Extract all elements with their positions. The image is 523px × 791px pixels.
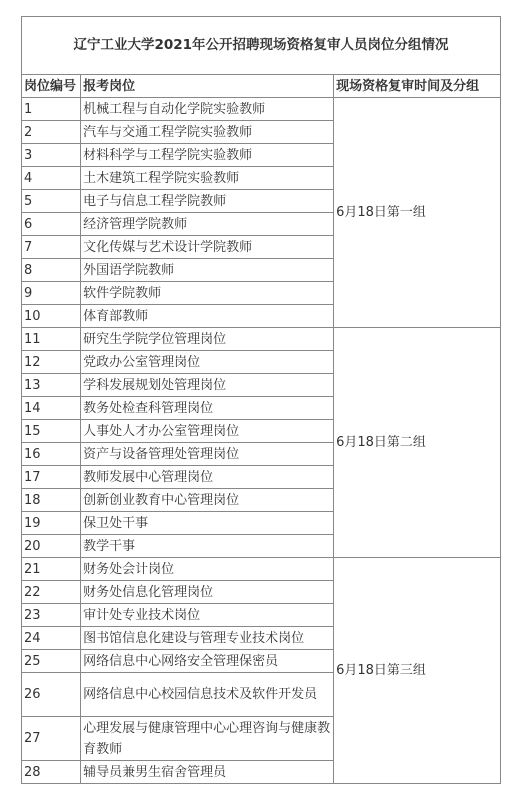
header-applied-post: 报考岗位 [81,75,334,98]
post-number-cell: 25 [22,650,81,673]
applied-post-cell: 网络信息中心校园信息技术及软件开发员 [81,673,334,717]
applied-post-cell: 材料科学与工程学院实验教师 [81,144,334,167]
post-number-cell: 14 [22,397,81,420]
post-number-cell: 21 [22,558,81,581]
table-header-row [22,75,501,98]
applied-post-cell: 财务处会计岗位 [81,558,334,581]
applied-post-cell: 保卫处干事 [81,512,334,535]
post-number-cell: 23 [22,604,81,627]
applied-post-cell: 财务处信息化管理岗位 [81,581,334,604]
post-number-cell: 1 [22,98,81,121]
header-post-number: 岗位编号 [22,75,81,98]
post-number-cell: 20 [22,535,81,558]
applied-post-cell: 人事处人才办公室管理岗位 [81,420,334,443]
post-number-cell: 11 [22,328,81,351]
post-number-cell: 24 [22,627,81,650]
recruitment-group-table [21,16,501,784]
table-title: 辽宁工业大学2021年公开招聘现场资格复审人员岗位分组情况 [22,17,501,75]
post-number-cell: 3 [22,144,81,167]
applied-post-cell: 党政办公室管理岗位 [81,351,334,374]
post-number-cell: 12 [22,351,81,374]
applied-post-cell: 软件学院教师 [81,282,334,305]
post-number-cell: 13 [22,374,81,397]
applied-post-cell: 研究生学院学位管理岗位 [81,328,334,351]
applied-post-cell: 心理发展与健康管理中心心理咨询与健康教育教师 [81,717,334,761]
post-number-cell: 27 [22,717,81,761]
post-number-cell: 6 [22,213,81,236]
applied-post-cell: 学科发展规划处管理岗位 [81,374,334,397]
applied-post-cell: 电子与信息工程学院教师 [81,190,334,213]
post-number-cell: 28 [22,761,81,784]
applied-post-cell: 机械工程与自动化学院实验教师 [81,98,334,121]
post-number-cell: 16 [22,443,81,466]
applied-post-cell: 辅导员兼男生宿舍管理员 [81,761,334,784]
applied-post-cell: 土木建筑工程学院实验教师 [81,167,334,190]
post-number-cell: 5 [22,190,81,213]
applied-post-cell: 文化传媒与艺术设计学院教师 [81,236,334,259]
applied-post-cell: 汽车与交通工程学院实验教师 [81,121,334,144]
post-number-cell: 19 [22,512,81,535]
post-number-cell: 8 [22,259,81,282]
applied-post-cell: 图书馆信息化建设与管理专业技术岗位 [81,627,334,650]
applied-post-cell: 网络信息中心网络安全管理保密员 [81,650,334,673]
applied-post-cell: 经济管理学院教师 [81,213,334,236]
applied-post-cell: 教学干事 [81,535,334,558]
review-group-cell: 6月18日第三组 [334,558,501,784]
post-number-cell: 22 [22,581,81,604]
post-number-cell: 17 [22,466,81,489]
review-group-cell: 6月18日第一组 [334,98,501,328]
document-sheet [21,16,501,784]
table-title-row [22,17,501,75]
table-row [22,98,501,121]
post-number-cell: 4 [22,167,81,190]
post-number-cell: 7 [22,236,81,259]
post-number-cell: 9 [22,282,81,305]
applied-post-cell: 教务处检查科管理岗位 [81,397,334,420]
review-group-cell: 6月18日第二组 [334,328,501,558]
applied-post-cell: 审计处专业技术岗位 [81,604,334,627]
post-number-cell: 26 [22,673,81,717]
post-number-cell: 18 [22,489,81,512]
applied-post-cell: 教师发展中心管理岗位 [81,466,334,489]
applied-post-cell: 体育部教师 [81,305,334,328]
table-row [22,558,501,581]
post-number-cell: 10 [22,305,81,328]
applied-post-cell: 资产与设备管理处管理岗位 [81,443,334,466]
post-number-cell: 15 [22,420,81,443]
table-row [22,328,501,351]
applied-post-cell: 创新创业教育中心管理岗位 [81,489,334,512]
post-number-cell: 2 [22,121,81,144]
header-review-time-group: 现场资格复审时间及分组 [334,75,501,98]
applied-post-cell: 外国语学院教师 [81,259,334,282]
